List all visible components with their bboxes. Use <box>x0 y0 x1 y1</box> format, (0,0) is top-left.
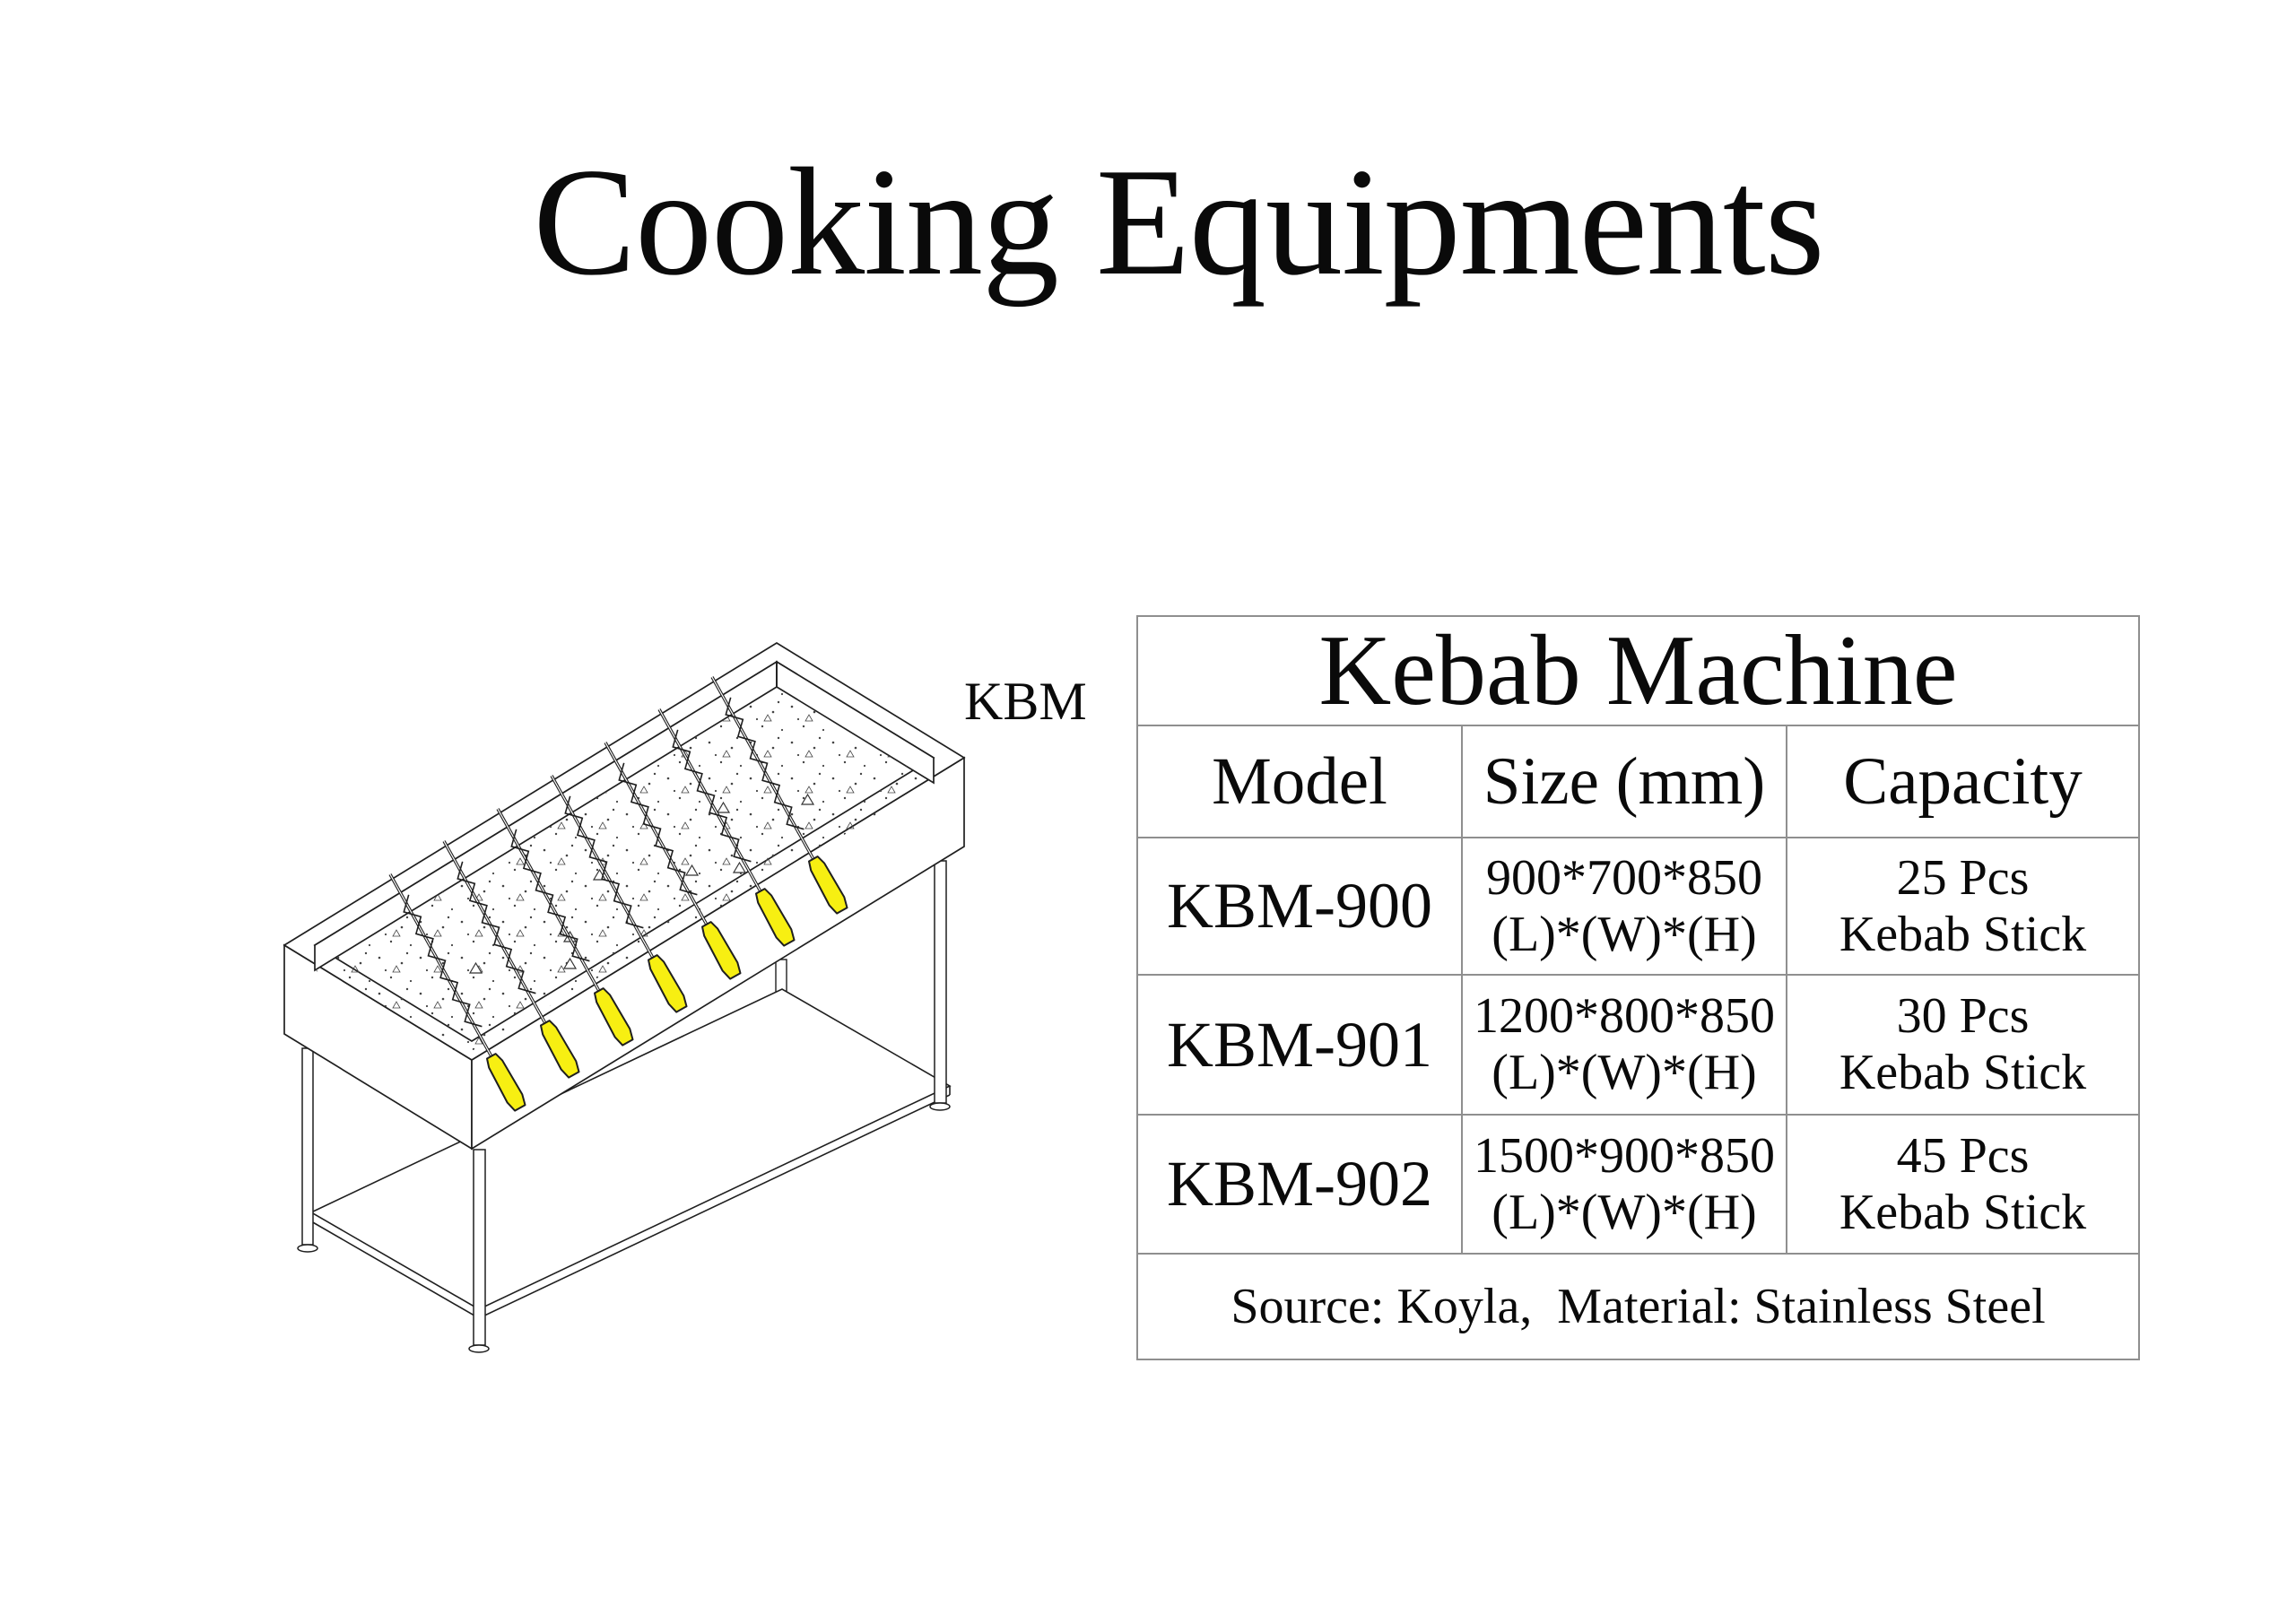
capacity-cell <box>1787 1116 2138 1253</box>
capacity-cell <box>1787 976 2138 1114</box>
size-dimensions: 1200*800*850 <box>1474 988 1775 1045</box>
model-cell: KBM-900 <box>1138 838 1461 974</box>
column-header-model: Model <box>1138 726 1461 837</box>
column-header-size: Size (mm) <box>1463 726 1786 837</box>
size-units: (L)*(W)*(H) <box>1492 906 1757 962</box>
capacity-count: 30 Pcs <box>1896 988 2030 1045</box>
capacity-count: 25 Pcs <box>1896 849 2030 906</box>
size-units: (L)*(W)*(H) <box>1492 1045 1757 1100</box>
spec-table <box>1136 615 2140 1360</box>
model-cell: KBM-901 <box>1138 976 1461 1114</box>
size-cell <box>1463 1116 1786 1253</box>
capacity-cell <box>1787 838 2138 974</box>
table-title: Kebab Machine <box>1138 617 2138 725</box>
size-dimensions: 900*700*850 <box>1486 849 1762 906</box>
size-dimensions: 1500*900*850 <box>1474 1127 1775 1184</box>
drawing-label: KBM <box>964 672 1087 731</box>
model-cell: KBM-902 <box>1138 1116 1461 1253</box>
capacity-unit: Kebab Stick <box>1839 1184 2087 1240</box>
size-cell <box>1463 838 1786 974</box>
capacity-count: 45 Pcs <box>1896 1127 2030 1184</box>
table-footer: Source: Koyla, Material: Stainless Steel <box>1138 1255 2138 1359</box>
size-units: (L)*(W)*(H) <box>1492 1184 1757 1240</box>
page-title: Cooking Equipments <box>533 137 1824 308</box>
capacity-unit: Kebab Stick <box>1839 906 2087 962</box>
column-header-capacity: Capacity <box>1787 726 2138 837</box>
size-cell <box>1463 976 1786 1114</box>
capacity-unit: Kebab Stick <box>1839 1045 2087 1100</box>
